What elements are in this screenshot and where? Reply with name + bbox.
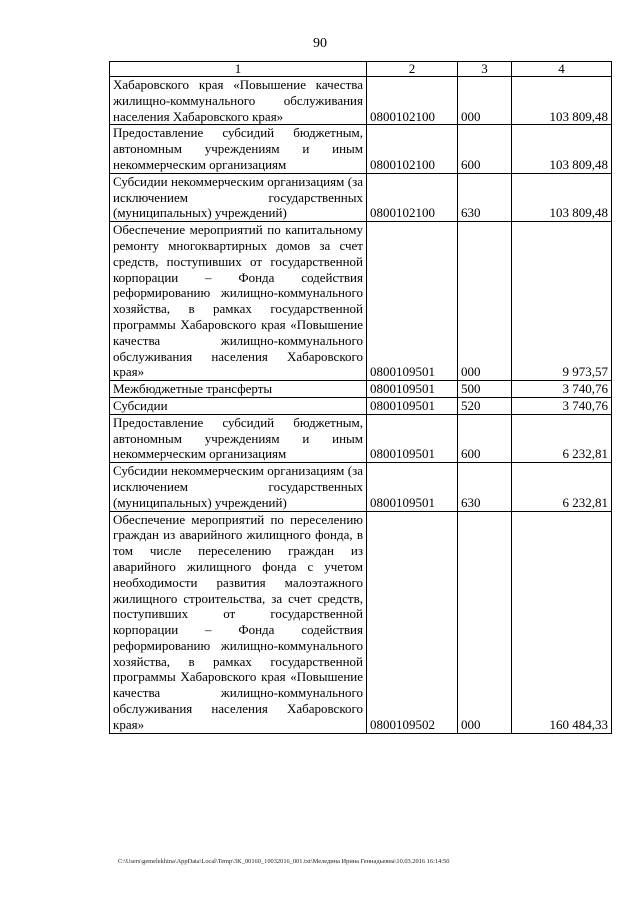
table-row	[110, 173, 612, 221]
table-row	[110, 381, 612, 398]
row-name-cell: Субсидии некоммерческим организациям (за исключением государственных (муниципальных) учреждений)	[110, 463, 367, 511]
row-type-cell: 000	[458, 511, 512, 733]
page-number: 90	[313, 36, 327, 51]
row-code-cell: 0800102100	[367, 77, 458, 125]
row-type-cell: 630	[458, 173, 512, 221]
row-type-cell: 630	[458, 463, 512, 511]
row-type-cell: 500	[458, 381, 512, 398]
row-type-cell: 600	[458, 414, 512, 462]
row-sum-cell: 6 232,81	[512, 414, 612, 462]
row-sum-cell: 3 740,76	[512, 397, 612, 414]
row-name-cell: Субсидии некоммерческим организациям (за исключением государственных (муниципальных) учреждений)	[110, 173, 367, 221]
row-code-cell: 0800109501	[367, 397, 458, 414]
table-row	[110, 125, 612, 173]
column-header-3: 3	[458, 62, 512, 77]
row-sum-cell: 103 809,48	[512, 125, 612, 173]
budget-table	[109, 61, 612, 734]
column-header-2: 2	[367, 62, 458, 77]
row-type-cell: 000	[458, 77, 512, 125]
table-row	[110, 414, 612, 462]
row-code-cell: 0800109502	[367, 511, 458, 733]
row-sum-cell: 3 740,76	[512, 381, 612, 398]
row-sum-cell: 103 809,48	[512, 77, 612, 125]
table-row	[110, 397, 612, 414]
row-sum-cell: 160 484,33	[512, 511, 612, 733]
row-type-cell: 600	[458, 125, 512, 173]
row-name-cell: Субсидии	[110, 397, 367, 414]
row-name-cell: Хабаровского края «Повышение качества жилищно-коммунального обслуживания населения Хабаровского края»	[110, 77, 367, 125]
row-code-cell: 0800109501	[367, 381, 458, 398]
row-sum-cell: 9 973,57	[512, 222, 612, 381]
row-type-cell: 000	[458, 222, 512, 381]
table-row	[110, 222, 612, 381]
row-name-cell: Предоставление субсидий бюджетным, автономным учреждениям и иным некоммерческим организациям	[110, 414, 367, 462]
row-code-cell: 0800109501	[367, 414, 458, 462]
row-sum-cell: 6 232,81	[512, 463, 612, 511]
row-name-cell: Межбюджетные трансферты	[110, 381, 367, 398]
table-header-row	[110, 62, 612, 77]
column-header-1: 1	[110, 62, 367, 77]
table-row	[110, 77, 612, 125]
row-sum-cell: 103 809,48	[512, 173, 612, 221]
row-code-cell: 0800109501	[367, 222, 458, 381]
table-row	[110, 511, 612, 733]
row-type-cell: 520	[458, 397, 512, 414]
row-code-cell: 0800109501	[367, 463, 458, 511]
row-name-cell: Обеспечение мероприятий по капитальному ремонту многоквартирных домов за счет средств, поступивших от государственной корпорации – Фонда содействия реформированию жилищно-коммунального хозяйства, в рамках государственной программы Хабаровского края «Повышение качества жилищно-коммунального обслуживания населения Хабаровского края»	[110, 222, 367, 381]
row-code-cell: 0800102100	[367, 173, 458, 221]
footer-file-path: C:\Users\gemelekhina\AppData\Local\Temp\3K_00160_10032016_001.txt\Меледина Ирина Геннадьевна\10.03.2016 16:14:50	[118, 858, 450, 865]
table-row	[110, 463, 612, 511]
row-name-cell: Предоставление субсидий бюджетным, автономным учреждениям и иным некоммерческим организациям	[110, 125, 367, 173]
column-header-4: 4	[512, 62, 612, 77]
row-code-cell: 0800102100	[367, 125, 458, 173]
row-name-cell: Обеспечение мероприятий по переселению граждан из аварийного жилищного фонда, в том числе переселению граждан из аварийного жилищного фонда с учетом необходимости развития малоэтажного жилищного строительства, за счет средств, поступивших от государственной корпорации – Фонда содействия реформированию жилищно-коммунального хозяйства, в рамках государственной программы Хабаровского края «Повышение качества жилищно-коммунального обслуживания населения Хабаровского края»	[110, 511, 367, 733]
